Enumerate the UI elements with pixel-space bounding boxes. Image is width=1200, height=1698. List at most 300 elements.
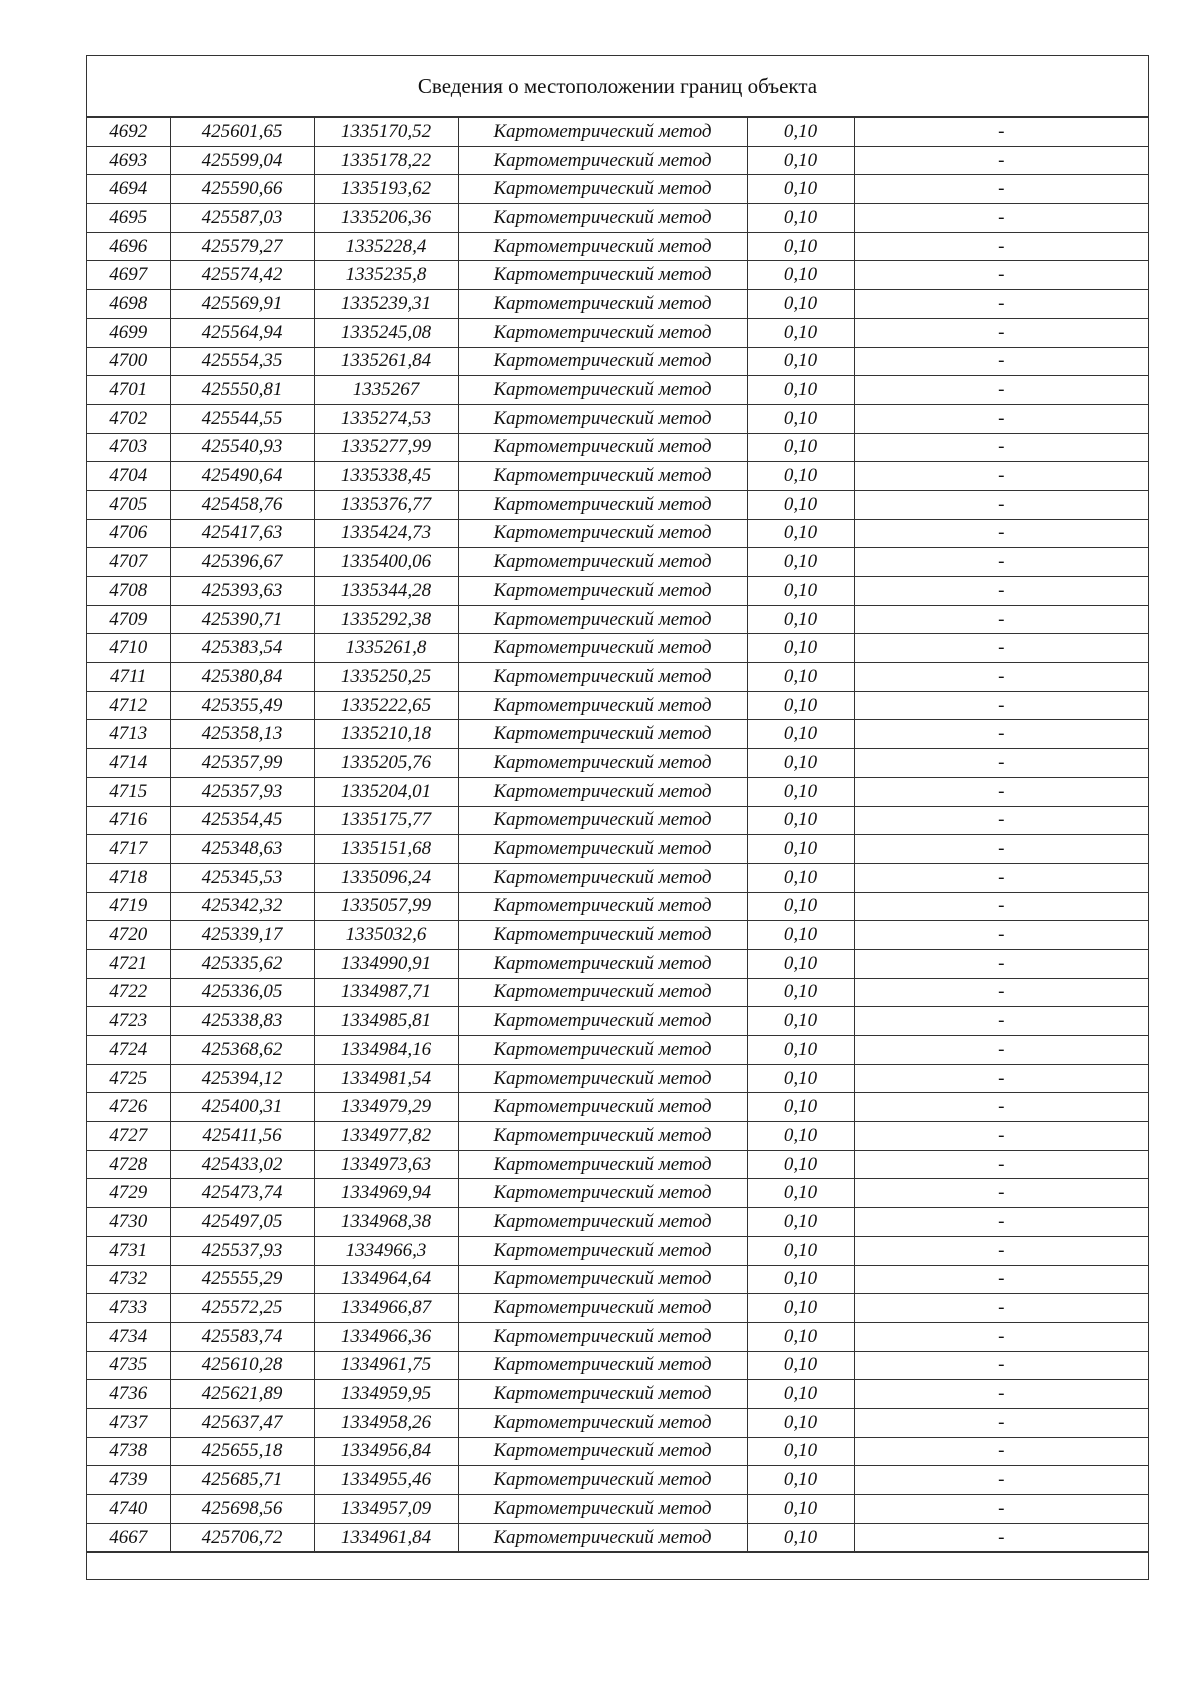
- table-row: [87, 462, 1148, 491]
- cell-y-coordinate: 1335277,99: [314, 433, 458, 462]
- table-row: [87, 204, 1148, 233]
- table-row: [87, 1236, 1148, 1265]
- cell-description: -: [854, 433, 1148, 462]
- cell-x-coordinate: 425706,72: [170, 1523, 314, 1552]
- table-row: [87, 1150, 1148, 1179]
- cell-x-coordinate: 425655,18: [170, 1437, 314, 1466]
- table-row: [87, 1437, 1148, 1466]
- cell-y-coordinate: 1335206,36: [314, 204, 458, 233]
- table-row: [87, 290, 1148, 319]
- cell-y-coordinate: 1334959,95: [314, 1380, 458, 1409]
- cell-method: Картометрический метод: [458, 433, 747, 462]
- table-row: [87, 1294, 1148, 1323]
- cell-point-number: 4705: [87, 490, 170, 519]
- cell-x-coordinate: 425698,56: [170, 1495, 314, 1524]
- cell-point-number: 4698: [87, 290, 170, 319]
- cell-point-number: 4699: [87, 318, 170, 347]
- cell-accuracy: 0,10: [747, 1093, 854, 1122]
- table-row: [87, 146, 1148, 175]
- cell-y-coordinate: 1334969,94: [314, 1179, 458, 1208]
- cell-accuracy: 0,10: [747, 204, 854, 233]
- cell-method: Картометрический метод: [458, 548, 747, 577]
- cell-x-coordinate: 425358,13: [170, 720, 314, 749]
- table-row: [87, 892, 1148, 921]
- cell-y-coordinate: 1335096,24: [314, 863, 458, 892]
- table-row: [87, 433, 1148, 462]
- table-row: [87, 1466, 1148, 1495]
- cell-accuracy: 0,10: [747, 1150, 854, 1179]
- cell-accuracy: 0,10: [747, 1523, 854, 1552]
- cell-point-number: 4740: [87, 1495, 170, 1524]
- cell-method: Картометрический метод: [458, 462, 747, 491]
- cell-description: -: [854, 806, 1148, 835]
- cell-method: Картометрический метод: [458, 777, 747, 806]
- cell-y-coordinate: 1334985,81: [314, 1007, 458, 1036]
- cell-description: -: [854, 519, 1148, 548]
- cell-description: -: [854, 1351, 1148, 1380]
- table-footer-row: [87, 1552, 1148, 1579]
- cell-method: Картометрический метод: [458, 921, 747, 950]
- cell-method: Картометрический метод: [458, 1466, 747, 1495]
- cell-method: Картометрический метод: [458, 1294, 747, 1323]
- cell-point-number: 4735: [87, 1351, 170, 1380]
- cell-method: Картометрический метод: [458, 175, 747, 204]
- cell-point-number: 4707: [87, 548, 170, 577]
- table-row: [87, 232, 1148, 261]
- cell-description: -: [854, 1064, 1148, 1093]
- cell-description: -: [854, 1408, 1148, 1437]
- cell-accuracy: 0,10: [747, 863, 854, 892]
- cell-accuracy: 0,10: [747, 232, 854, 261]
- cell-point-number: 4697: [87, 261, 170, 290]
- cell-accuracy: 0,10: [747, 835, 854, 864]
- cell-method: Картометрический метод: [458, 1523, 747, 1552]
- cell-method: Картометрический метод: [458, 1351, 747, 1380]
- cell-description: -: [854, 777, 1148, 806]
- cell-description: -: [854, 577, 1148, 606]
- cell-description: -: [854, 376, 1148, 405]
- cell-x-coordinate: 425621,89: [170, 1380, 314, 1409]
- cell-y-coordinate: 1335175,77: [314, 806, 458, 835]
- table-title: Сведения о местоположении границ объекта: [87, 56, 1148, 117]
- cell-y-coordinate: 1335204,01: [314, 777, 458, 806]
- cell-point-number: 4700: [87, 347, 170, 376]
- cell-point-number: 4693: [87, 146, 170, 175]
- cell-point-number: 4729: [87, 1179, 170, 1208]
- cell-x-coordinate: 425357,93: [170, 777, 314, 806]
- cell-accuracy: 0,10: [747, 720, 854, 749]
- cell-x-coordinate: 425540,93: [170, 433, 314, 462]
- table-row: [87, 519, 1148, 548]
- cell-x-coordinate: 425339,17: [170, 921, 314, 950]
- cell-x-coordinate: 425554,35: [170, 347, 314, 376]
- cell-y-coordinate: 1334961,75: [314, 1351, 458, 1380]
- cell-x-coordinate: 425544,55: [170, 404, 314, 433]
- cell-description: -: [854, 1265, 1148, 1294]
- cell-point-number: 4710: [87, 634, 170, 663]
- cell-description: -: [854, 1093, 1148, 1122]
- cell-accuracy: 0,10: [747, 663, 854, 692]
- cell-x-coordinate: 425383,54: [170, 634, 314, 663]
- cell-y-coordinate: 1334955,46: [314, 1466, 458, 1495]
- cell-point-number: 4716: [87, 806, 170, 835]
- cell-point-number: 4739: [87, 1466, 170, 1495]
- cell-method: Картометрический метод: [458, 634, 747, 663]
- cell-point-number: 4717: [87, 835, 170, 864]
- cell-method: Картометрический метод: [458, 691, 747, 720]
- cell-description: -: [854, 232, 1148, 261]
- cell-x-coordinate: 425338,83: [170, 1007, 314, 1036]
- table-row: [87, 261, 1148, 290]
- cell-accuracy: 0,10: [747, 1294, 854, 1323]
- cell-description: -: [854, 691, 1148, 720]
- cell-accuracy: 0,10: [747, 777, 854, 806]
- cell-accuracy: 0,10: [747, 949, 854, 978]
- cell-method: Картометрический метод: [458, 519, 747, 548]
- cell-accuracy: 0,10: [747, 1122, 854, 1151]
- cell-method: Картометрический метод: [458, 863, 747, 892]
- cell-x-coordinate: 425555,29: [170, 1265, 314, 1294]
- cell-description: -: [854, 1322, 1148, 1351]
- table-row: [87, 634, 1148, 663]
- cell-x-coordinate: 425583,74: [170, 1322, 314, 1351]
- cell-method: Картометрический метод: [458, 1265, 747, 1294]
- cell-accuracy: 0,10: [747, 261, 854, 290]
- cell-accuracy: 0,10: [747, 462, 854, 491]
- cell-point-number: 4706: [87, 519, 170, 548]
- cell-accuracy: 0,10: [747, 1380, 854, 1409]
- cell-point-number: 4712: [87, 691, 170, 720]
- cell-description: -: [854, 146, 1148, 175]
- cell-method: Картометрический метод: [458, 1064, 747, 1093]
- cell-point-number: 4725: [87, 1064, 170, 1093]
- cell-accuracy: 0,10: [747, 1064, 854, 1093]
- cell-description: -: [854, 1179, 1148, 1208]
- cell-x-coordinate: 425574,42: [170, 261, 314, 290]
- table-row: [87, 1064, 1148, 1093]
- cell-description: -: [854, 1495, 1148, 1524]
- cell-accuracy: 0,10: [747, 1265, 854, 1294]
- cell-description: -: [854, 634, 1148, 663]
- cell-method: Картометрический метод: [458, 118, 747, 147]
- cell-accuracy: 0,10: [747, 490, 854, 519]
- cell-y-coordinate: 1334973,63: [314, 1150, 458, 1179]
- cell-method: Картометрический метод: [458, 577, 747, 606]
- cell-x-coordinate: 425550,81: [170, 376, 314, 405]
- cell-method: Картометрический метод: [458, 404, 747, 433]
- cell-point-number: 4702: [87, 404, 170, 433]
- table-row: [87, 1523, 1148, 1552]
- cell-method: Картометрический метод: [458, 835, 747, 864]
- cell-x-coordinate: 425458,76: [170, 490, 314, 519]
- cell-method: Картометрический метод: [458, 720, 747, 749]
- cell-description: -: [854, 892, 1148, 921]
- cell-y-coordinate: 1334984,16: [314, 1036, 458, 1065]
- table-row: [87, 1408, 1148, 1437]
- cell-accuracy: 0,10: [747, 749, 854, 778]
- cell-point-number: 4701: [87, 376, 170, 405]
- cell-method: Картометрический метод: [458, 605, 747, 634]
- cell-y-coordinate: 1334981,54: [314, 1064, 458, 1093]
- cell-accuracy: 0,10: [747, 1208, 854, 1237]
- cell-x-coordinate: 425490,64: [170, 462, 314, 491]
- cell-method: Картометрический метод: [458, 318, 747, 347]
- cell-method: Картометрический метод: [458, 1036, 747, 1065]
- cell-x-coordinate: 425599,04: [170, 146, 314, 175]
- table-row: [87, 777, 1148, 806]
- cell-accuracy: 0,10: [747, 118, 854, 147]
- cell-description: -: [854, 204, 1148, 233]
- table-row: [87, 605, 1148, 634]
- table-row: [87, 404, 1148, 433]
- cell-point-number: 4736: [87, 1380, 170, 1409]
- cell-x-coordinate: 425368,62: [170, 1036, 314, 1065]
- cell-y-coordinate: 1335292,38: [314, 605, 458, 634]
- cell-y-coordinate: 1335193,62: [314, 175, 458, 204]
- cell-point-number: 4726: [87, 1093, 170, 1122]
- table-row: [87, 376, 1148, 405]
- cell-accuracy: 0,10: [747, 634, 854, 663]
- cell-accuracy: 0,10: [747, 1437, 854, 1466]
- cell-y-coordinate: 1335170,52: [314, 118, 458, 147]
- cell-y-coordinate: 1334956,84: [314, 1437, 458, 1466]
- cell-point-number: 4708: [87, 577, 170, 606]
- cell-point-number: 4723: [87, 1007, 170, 1036]
- table-row: [87, 806, 1148, 835]
- cell-point-number: 4692: [87, 118, 170, 147]
- cell-accuracy: 0,10: [747, 605, 854, 634]
- cell-x-coordinate: 425394,12: [170, 1064, 314, 1093]
- table-row: [87, 1351, 1148, 1380]
- cell-accuracy: 0,10: [747, 1351, 854, 1380]
- cell-point-number: 4711: [87, 663, 170, 692]
- table-row: [87, 921, 1148, 950]
- table-row: [87, 1179, 1148, 1208]
- cell-accuracy: 0,10: [747, 921, 854, 950]
- cell-method: Картометрический метод: [458, 1208, 747, 1237]
- cell-accuracy: 0,10: [747, 175, 854, 204]
- cell-x-coordinate: 425336,05: [170, 978, 314, 1007]
- cell-description: -: [854, 1466, 1148, 1495]
- cell-accuracy: 0,10: [747, 404, 854, 433]
- cell-accuracy: 0,10: [747, 1408, 854, 1437]
- cell-x-coordinate: 425400,31: [170, 1093, 314, 1122]
- cell-point-number: 4703: [87, 433, 170, 462]
- cell-description: -: [854, 1007, 1148, 1036]
- table-row: [87, 1265, 1148, 1294]
- cell-accuracy: 0,10: [747, 806, 854, 835]
- cell-y-coordinate: 1335235,8: [314, 261, 458, 290]
- cell-x-coordinate: 425396,67: [170, 548, 314, 577]
- cell-x-coordinate: 425579,27: [170, 232, 314, 261]
- cell-description: -: [854, 1437, 1148, 1466]
- cell-point-number: 4667: [87, 1523, 170, 1552]
- cell-description: -: [854, 1036, 1148, 1065]
- cell-accuracy: 0,10: [747, 577, 854, 606]
- cell-y-coordinate: 1335222,65: [314, 691, 458, 720]
- cell-point-number: 4715: [87, 777, 170, 806]
- cell-accuracy: 0,10: [747, 519, 854, 548]
- cell-y-coordinate: 1334966,36: [314, 1322, 458, 1351]
- table-row: [87, 749, 1148, 778]
- cell-description: -: [854, 1523, 1148, 1552]
- boundary-table-sheet: [86, 55, 1149, 1580]
- table-row: [87, 1495, 1148, 1524]
- cell-description: -: [854, 1294, 1148, 1323]
- cell-y-coordinate: 1334957,09: [314, 1495, 458, 1524]
- cell-point-number: 4714: [87, 749, 170, 778]
- cell-point-number: 4721: [87, 949, 170, 978]
- cell-point-number: 4728: [87, 1150, 170, 1179]
- cell-description: -: [854, 749, 1148, 778]
- cell-description: -: [854, 490, 1148, 519]
- cell-accuracy: 0,10: [747, 691, 854, 720]
- table-row: [87, 1322, 1148, 1351]
- cell-y-coordinate: 1334979,29: [314, 1093, 458, 1122]
- cell-y-coordinate: 1335032,6: [314, 921, 458, 950]
- cell-x-coordinate: 425357,99: [170, 749, 314, 778]
- cell-x-coordinate: 425433,02: [170, 1150, 314, 1179]
- cell-x-coordinate: 425685,71: [170, 1466, 314, 1495]
- cell-x-coordinate: 425345,53: [170, 863, 314, 892]
- cell-y-coordinate: 1335261,84: [314, 347, 458, 376]
- cell-method: Картометрический метод: [458, 1122, 747, 1151]
- cell-description: -: [854, 1208, 1148, 1237]
- cell-method: Картометрический метод: [458, 232, 747, 261]
- cell-x-coordinate: 425355,49: [170, 691, 314, 720]
- cell-accuracy: 0,10: [747, 376, 854, 405]
- cell-y-coordinate: 1335338,45: [314, 462, 458, 491]
- cell-x-coordinate: 425601,65: [170, 118, 314, 147]
- cell-method: Картометрический метод: [458, 1495, 747, 1524]
- cell-y-coordinate: 1335400,06: [314, 548, 458, 577]
- table-row: [87, 863, 1148, 892]
- cell-method: Картометрический метод: [458, 749, 747, 778]
- cell-method: Картометрический метод: [458, 146, 747, 175]
- cell-description: -: [854, 720, 1148, 749]
- cell-method: Картометрический метод: [458, 892, 747, 921]
- cell-x-coordinate: 425473,74: [170, 1179, 314, 1208]
- cell-accuracy: 0,10: [747, 1036, 854, 1065]
- cell-accuracy: 0,10: [747, 548, 854, 577]
- table-row: [87, 1007, 1148, 1036]
- cell-accuracy: 0,10: [747, 1236, 854, 1265]
- cell-y-coordinate: 1335250,25: [314, 663, 458, 692]
- cell-point-number: 4738: [87, 1437, 170, 1466]
- coordinates-table-body: [87, 118, 1148, 1552]
- cell-x-coordinate: 425342,32: [170, 892, 314, 921]
- cell-description: -: [854, 949, 1148, 978]
- cell-method: Картометрический метод: [458, 376, 747, 405]
- cell-method: Картометрический метод: [458, 1150, 747, 1179]
- table-row: [87, 577, 1148, 606]
- cell-method: Картометрический метод: [458, 1380, 747, 1409]
- cell-x-coordinate: 425417,63: [170, 519, 314, 548]
- cell-accuracy: 0,10: [747, 347, 854, 376]
- cell-x-coordinate: 425411,56: [170, 1122, 314, 1151]
- cell-y-coordinate: 1334966,3: [314, 1236, 458, 1265]
- table-row: [87, 118, 1148, 147]
- cell-y-coordinate: 1334964,64: [314, 1265, 458, 1294]
- cell-point-number: 4734: [87, 1322, 170, 1351]
- cell-y-coordinate: 1334966,87: [314, 1294, 458, 1323]
- cell-description: -: [854, 261, 1148, 290]
- cell-method: Картометрический метод: [458, 949, 747, 978]
- cell-y-coordinate: 1335178,22: [314, 146, 458, 175]
- table-row: [87, 318, 1148, 347]
- cell-method: Картометрический метод: [458, 290, 747, 319]
- cell-point-number: 4719: [87, 892, 170, 921]
- table-row: [87, 663, 1148, 692]
- cell-y-coordinate: 1335274,53: [314, 404, 458, 433]
- cell-x-coordinate: 425637,47: [170, 1408, 314, 1437]
- cell-method: Картометрический метод: [458, 490, 747, 519]
- cell-x-coordinate: 425380,84: [170, 663, 314, 692]
- cell-description: -: [854, 605, 1148, 634]
- cell-description: -: [854, 118, 1148, 147]
- table-row: [87, 175, 1148, 204]
- cell-accuracy: 0,10: [747, 892, 854, 921]
- cell-point-number: 4737: [87, 1408, 170, 1437]
- cell-x-coordinate: 425393,63: [170, 577, 314, 606]
- cell-point-number: 4704: [87, 462, 170, 491]
- table-row: [87, 978, 1148, 1007]
- cell-description: -: [854, 863, 1148, 892]
- cell-accuracy: 0,10: [747, 978, 854, 1007]
- cell-point-number: 4732: [87, 1265, 170, 1294]
- coordinates-table: [87, 117, 1148, 1552]
- cell-y-coordinate: 1335261,8: [314, 634, 458, 663]
- cell-y-coordinate: 1334987,71: [314, 978, 458, 1007]
- cell-description: -: [854, 318, 1148, 347]
- cell-accuracy: 0,10: [747, 1179, 854, 1208]
- cell-point-number: 4709: [87, 605, 170, 634]
- cell-y-coordinate: 1335057,99: [314, 892, 458, 921]
- cell-description: -: [854, 921, 1148, 950]
- table-row: [87, 835, 1148, 864]
- cell-method: Картометрический метод: [458, 1322, 747, 1351]
- table-row: [87, 1208, 1148, 1237]
- cell-y-coordinate: 1335376,77: [314, 490, 458, 519]
- cell-accuracy: 0,10: [747, 1495, 854, 1524]
- cell-x-coordinate: 425590,66: [170, 175, 314, 204]
- cell-description: -: [854, 835, 1148, 864]
- cell-x-coordinate: 425610,28: [170, 1351, 314, 1380]
- table-row: [87, 1380, 1148, 1409]
- cell-y-coordinate: 1334977,82: [314, 1122, 458, 1151]
- cell-y-coordinate: 1335424,73: [314, 519, 458, 548]
- cell-point-number: 4694: [87, 175, 170, 204]
- cell-method: Картометрический метод: [458, 1236, 747, 1265]
- cell-accuracy: 0,10: [747, 290, 854, 319]
- cell-accuracy: 0,10: [747, 1007, 854, 1036]
- cell-point-number: 4724: [87, 1036, 170, 1065]
- table-row: [87, 490, 1148, 519]
- cell-description: -: [854, 978, 1148, 1007]
- cell-point-number: 4718: [87, 863, 170, 892]
- cell-point-number: 4713: [87, 720, 170, 749]
- cell-y-coordinate: 1335267: [314, 376, 458, 405]
- cell-x-coordinate: 425497,05: [170, 1208, 314, 1237]
- cell-description: -: [854, 663, 1148, 692]
- cell-y-coordinate: 1335245,08: [314, 318, 458, 347]
- cell-x-coordinate: 425348,63: [170, 835, 314, 864]
- cell-x-coordinate: 425587,03: [170, 204, 314, 233]
- cell-point-number: 4730: [87, 1208, 170, 1237]
- cell-point-number: 4727: [87, 1122, 170, 1151]
- cell-description: -: [854, 1150, 1148, 1179]
- cell-point-number: 4696: [87, 232, 170, 261]
